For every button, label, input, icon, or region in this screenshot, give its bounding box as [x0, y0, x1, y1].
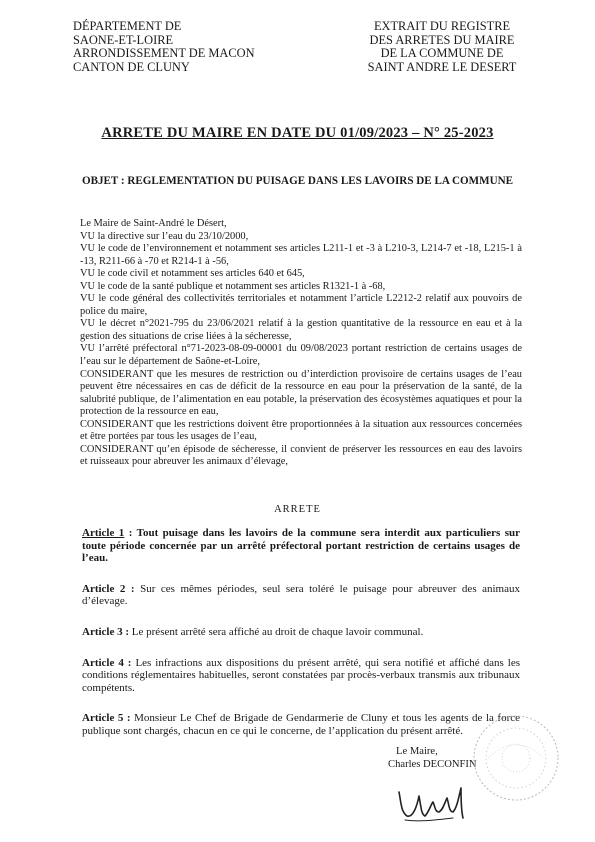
article-3 [82, 626, 520, 639]
header-left-line: DÉPARTEMENT DE [73, 19, 182, 33]
header-left-line: CANTON DE CLUNY [73, 59, 190, 74]
article-text: Les infractions aux dispositions du présent arrêté, qui sera notifié et affiché dans les conditions réglementaires habituelles, seront constatées par procès-verbaux transmis aux tribunaux compétents. [82, 656, 521, 694]
article-separator: : [123, 712, 135, 725]
article-label: Article 3 [82, 625, 123, 638]
article-label: Article 1 [82, 527, 125, 539]
header-right-line: DES ARRETES DU MAIRE [369, 32, 515, 47]
article-text: Monsieur Le Chef de Brigade de Gendarmerie de Cluny et tous les agents de la force publique sont chargés, chacun en ce qui le concerne, de l’application du présent arrêté. [82, 712, 520, 737]
article-text: Sur ces mêmes périodes, seul sera toléré le puisage pour abreuver des animaux d’élevage. [82, 582, 520, 608]
signatory-title: Le Maire, [396, 746, 438, 757]
arrete-heading: ARRETE [274, 504, 321, 515]
considerant-line: VU le code général des collectivités territoriales et notamment l’article L2212-2 relatif aux pouvoirs de police du maire, [80, 293, 522, 317]
considerant-line: CONSIDERANT que les mesures de restriction ou d’interdiction provisoire de certains usages de l’eau peuvent être nécessaires en cas de déficit de la ressource en eau pour la préservation de la santé, de la salubrité publique, de l’alimentation en eau potable, la préservation des écosystèmes aquatiques et pour la protection de la ressource en eau, [80, 368, 522, 418]
considerant-line: CONSIDERANT qu’en épisode de sécheresse, il convient de préserver les ressources en eau des lavoirs et ruisseaux pour abreuver les animaux d’élevage, [80, 443, 522, 468]
article-5 [82, 712, 520, 737]
considerants-block [80, 218, 522, 469]
header-left-line: SAONE-ET-LOIRE [73, 32, 174, 47]
considerant-line: CONSIDERANT que les restrictions doivent être proportionnées à la situation aux ressources concernées et être portées par tous les usages de l’eau, [80, 418, 522, 443]
signature-block [388, 745, 477, 771]
signatory-name: Charles DECONFIN [388, 759, 477, 770]
article-separator: : [124, 527, 137, 539]
header-left-line: ARRONDISSEMENT DE MACON [73, 46, 255, 61]
considerant-line: VU l’arrêté préfectoral n°71-2023-08-09-00001 du 09/08/2023 portant restriction de certains usages de l’eau sur le département de Saône-et-Loire, [80, 343, 522, 368]
considerant-line: VU la directive sur l’eau du 23/10/2000, [80, 230, 249, 242]
handwritten-signature [395, 782, 473, 828]
article-2 [82, 583, 520, 608]
official-seal-stamp [470, 712, 562, 804]
considerant-line: VU le code de la santé publique et notamment ses articles R1321-1 à -68, [80, 280, 386, 292]
considerant-line: VU le décret n°2021-795 du 23/06/2021 relatif à la gestion quantitative de la ressource en eau et à la gestion des situations de crise liées à la sécheresse, [80, 318, 522, 342]
header-left-block [73, 20, 255, 74]
articles-block [82, 527, 520, 756]
header-right-line: DE LA COMMUNE DE [380, 46, 504, 61]
header-right-line: EXTRAIT DU REGISTRE [373, 19, 511, 33]
article-label: Article 5 [82, 712, 124, 725]
article-label: Article 4 [82, 656, 124, 669]
document-title-wrap [0, 125, 595, 142]
article-text: Le présent arrêté sera affiché au droit de chaque lavoir communal. [131, 625, 424, 638]
article-separator: : [125, 582, 141, 595]
considerant-line: VU le code de l’environnement et notamment ses articles L211-1 et -3 à L210-3, L214-7 et -18, L215-1 à -13, R211-66 à -70 et R214-1 à -56, [80, 243, 522, 267]
article-label: Article 2 [82, 582, 126, 595]
article-separator: : [122, 625, 132, 638]
article-4 [82, 657, 520, 695]
article-separator: : [123, 656, 136, 669]
considerant-line: Le Maire de Saint-André le Désert, [80, 218, 227, 229]
document-object: OBJET : REGLEMENTATION DU PUISAGE DANS LES LAVOIRS DE LA COMMUNE [81, 175, 514, 187]
article-1 [82, 527, 520, 565]
considerant-line: VU le code civil et notamment ses articles 640 et 645, [80, 268, 305, 280]
header-right-line: SAINT ANDRE LE DESERT [367, 59, 517, 74]
article-text: Tout puisage dans les lavoirs de la commune sera interdit aux particuliers sur toute période concernée par un arrêté préfectoral portant restriction de certains usages de l’eau. [82, 527, 520, 565]
header-right-block [367, 20, 517, 74]
document-title: ARRETE DU MAIRE EN DATE DU 01/09/2023 – N° 25-2023 [101, 125, 494, 141]
